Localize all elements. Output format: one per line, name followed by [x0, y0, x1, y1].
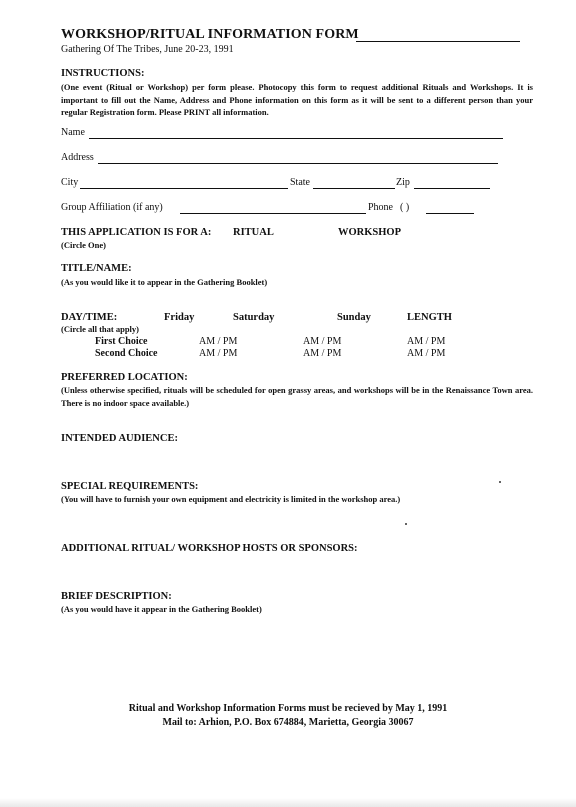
city-label: City — [61, 177, 79, 188]
address-field[interactable] — [98, 163, 498, 164]
title-name-note: (As you would like it to appear in the Gathering Booklet) — [61, 277, 268, 287]
footer-mail-address: Mail to: Arhion, P.O. Box 674884, Marietta, Georgia 30067 — [162, 717, 414, 728]
first-choice-label: First Choice — [95, 336, 148, 347]
speck-mark — [405, 523, 407, 525]
speck-mark — [499, 481, 501, 483]
form-title: WORKSHOP/RITUAL INFORMATION FORM — [61, 27, 359, 42]
preferred-location-heading: PREFERRED LOCATION: — [61, 372, 188, 383]
footer-deadline: Ritual and Workshop Information Forms must be recieved by May 1, 1991 — [128, 703, 448, 714]
second-length-ampm[interactable]: AM / PM — [407, 348, 446, 359]
length-heading: LENGTH — [407, 312, 452, 323]
brief-description-note: (As you would have it appear in the Gathering Booklet) — [61, 604, 262, 614]
first-sunday-ampm[interactable]: AM / PM — [303, 336, 342, 347]
form-subtitle: Gathering Of The Tribes, June 20-23, 1991 — [61, 44, 234, 55]
instructions-heading: INSTRUCTIONS: — [61, 68, 145, 79]
day-friday: Friday — [164, 312, 195, 323]
phone-field[interactable] — [426, 213, 474, 214]
option-workshop[interactable]: WORKSHOP — [338, 227, 402, 238]
title-name-heading: TITLE/NAME: — [61, 263, 132, 274]
group-affiliation-field[interactable] — [180, 213, 366, 214]
second-choice-label: Second Choice — [95, 348, 158, 359]
phone-area-code[interactable]: ( ) — [400, 202, 410, 213]
state-label: State — [290, 177, 310, 188]
address-label: Address — [61, 152, 94, 163]
city-field[interactable] — [80, 188, 288, 189]
name-label: Name — [61, 127, 85, 138]
brief-description-heading: BRIEF DESCRIPTION: — [61, 591, 172, 602]
title-underline — [356, 41, 520, 42]
day-saturday: Saturday — [233, 312, 275, 323]
daytime-note: (Circle all that apply) — [61, 324, 139, 334]
name-field[interactable] — [89, 138, 503, 139]
first-length-ampm[interactable]: AM / PM — [407, 336, 446, 347]
special-requirements-note: (You will have to furnish your own equipment and electricity is limited in the workshop area.) — [61, 494, 401, 504]
option-ritual[interactable]: RITUAL — [233, 227, 274, 238]
application-label: THIS APPLICATION IS FOR A: — [61, 227, 212, 238]
daytime-heading: DAY/TIME: — [61, 312, 118, 323]
scan-edge — [0, 798, 576, 807]
hosts-heading: ADDITIONAL RITUAL/ WORKSHOP HOSTS OR SPONSORS: — [61, 543, 358, 554]
zip-field[interactable] — [414, 188, 490, 189]
instructions-text: (One event (Ritual or Workshop) per form please. Photocopy this form to request additional Rituals and Workshops. It is important to fill out the Name, Address and Phone information on this form as it will be sent to a different person than your regular Registration form. Please PRINT all information. — [61, 82, 533, 117]
preferred-location-note: (Unless otherwise specified, rituals will be scheduled for open grassy areas, and workshops will be in the Renaissance Town area. There is no indoor space available.) — [61, 385, 533, 408]
zip-label: Zip — [396, 177, 410, 188]
state-field[interactable] — [313, 188, 395, 189]
second-sunday-ampm[interactable]: AM / PM — [303, 348, 342, 359]
day-sunday: Sunday — [337, 312, 371, 323]
group-affiliation-label: Group Affiliation (if any) — [61, 202, 163, 213]
special-requirements-heading: SPECIAL REQUIREMENTS: — [61, 481, 199, 492]
application-note: (Circle One) — [61, 240, 106, 250]
first-saturday-ampm[interactable]: AM / PM — [199, 336, 238, 347]
intended-audience-heading: INTENDED AUDIENCE: — [61, 433, 178, 444]
phone-label: Phone — [368, 202, 393, 213]
second-saturday-ampm[interactable]: AM / PM — [199, 348, 238, 359]
